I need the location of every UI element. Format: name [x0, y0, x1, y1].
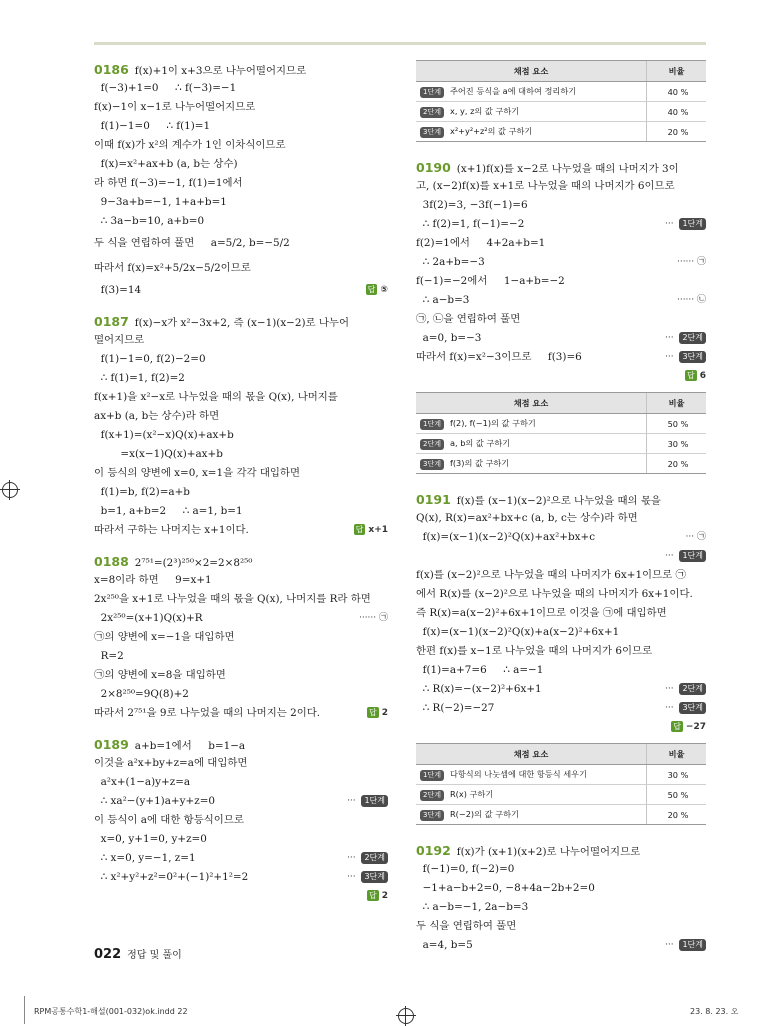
- solution-line: [94, 628, 388, 647]
- line-text: b=1, a+b=2 ∴ a=1, b=1: [94, 505, 243, 517]
- line-text: ㉠의 양변에 x=−1을 대입하면: [94, 631, 235, 643]
- problem-number: 0192: [416, 843, 451, 858]
- line-text: 에서 R(x)를 (x−2)²으로 나누었을 때의 나머지가 6x+1이다.: [416, 588, 693, 600]
- line-text: x=8이라 하면 9=x+1: [94, 574, 212, 586]
- problem-number: 0187: [94, 314, 129, 329]
- final-answer: 6: [699, 371, 706, 381]
- solution-line: [94, 811, 388, 830]
- step-badge: 1단계: [420, 87, 444, 98]
- step-badge: 3단계: [679, 351, 706, 363]
- scoring-table-0189: [416, 60, 706, 142]
- final-answer: −27: [685, 722, 706, 732]
- line-marker: [367, 704, 388, 723]
- line-text: a²x+(1−a)y+z=a: [94, 776, 191, 788]
- table-row: [416, 122, 706, 142]
- solution-line: [416, 348, 706, 367]
- solution-0190: [416, 158, 706, 386]
- line-text: ∴ x=0, y=−1, z=1: [94, 852, 196, 864]
- line-marker: [367, 887, 388, 906]
- solution-line: [94, 521, 388, 540]
- table-row: [416, 102, 706, 122]
- criterion-text: x, y, z의 값 구하기: [449, 105, 520, 116]
- line-text: ∴ xa²−(y+1)a+y+z=0: [94, 795, 216, 807]
- table-cell: [416, 805, 647, 825]
- solution-line: [94, 483, 388, 502]
- line-text: 따라서 f(x)=x²+5/2x−5/2이므로: [94, 262, 251, 274]
- step-badge: 3단계: [420, 459, 444, 470]
- table-row: [416, 82, 706, 102]
- line-text: f(1)−1=0, f(2)−2=0: [94, 353, 206, 365]
- line-text: 2x²⁵⁰=(x+1)Q(x)+R: [94, 612, 203, 624]
- step-badge: 2단계: [420, 790, 444, 801]
- line-marker: ··· 2단계: [665, 329, 706, 348]
- step-badge: 1단계: [420, 419, 444, 430]
- solution-line: [94, 445, 388, 464]
- print-imprint-file: RPM공통수학1-해설(001-032)ok.indd 22: [34, 1007, 188, 1016]
- table-cell: [416, 414, 647, 434]
- line-text: ∴ x²+y²+z²=0²+(−1)²+1²=2: [94, 871, 249, 883]
- line-text: 3f(2)=3, −3f(−1)=6: [416, 199, 528, 211]
- line-text: ㉠의 양변에 x=8을 대입하면: [94, 669, 226, 681]
- ratio-cell: 40 %: [647, 82, 707, 102]
- problem-number: 0191: [416, 492, 451, 507]
- line-text: 고, (x−2)f(x)를 x+1로 나누었을 때의 나머지가 6이므로: [416, 180, 675, 192]
- table-header: 비율: [647, 393, 707, 414]
- final-answer: 2: [381, 708, 388, 718]
- step-badge: 3단계: [679, 702, 706, 714]
- step-badge: 1단계: [420, 770, 444, 781]
- line-text: ∴ R(x)=−(x−2)²+6x+1: [416, 683, 542, 695]
- equation-tag: ······ ㉠: [676, 257, 706, 267]
- solution-line: [416, 547, 706, 566]
- solution-line: [94, 754, 388, 773]
- crop-mark: [24, 996, 25, 1024]
- line-marker: [359, 609, 388, 628]
- solution-line: [94, 117, 388, 136]
- solution-line: [94, 350, 388, 369]
- solution-line: [416, 272, 706, 291]
- solution-line: [94, 647, 388, 666]
- line-text: Q(x), R(x)=ax²+bx+c (a, b, c는 상수)라 하면: [416, 512, 638, 524]
- line-text: 두 식을 연립하여 풀면 a=5/2, b=−5/2: [94, 237, 290, 249]
- solution-line: [94, 388, 388, 407]
- line-text: x=0, y+1=0, y+z=0: [94, 833, 207, 845]
- solution-line: [94, 193, 388, 212]
- table-cell: [416, 454, 647, 474]
- line-text: 따라서 f(x)=x²−3이므로 f(3)=6: [416, 351, 582, 363]
- table-header: 채점 요소: [416, 61, 647, 82]
- line-text: 두 식을 연립하여 풀면: [416, 920, 517, 932]
- ratio-cell: 20 %: [647, 122, 707, 142]
- step-badge: 3단계: [361, 871, 388, 883]
- solution-line: [94, 773, 388, 792]
- solution-line: [94, 212, 388, 231]
- line-text: 따라서 구하는 나머지는 x+1이다.: [94, 524, 249, 536]
- line-text: a=4, b=5: [416, 939, 473, 951]
- line-text: ∴ R(−2)=−27: [416, 702, 495, 714]
- line-text: ∴ 3a−b=10, a+b=0: [94, 215, 205, 227]
- solution-0192: [416, 841, 706, 955]
- criterion-text: R(−2)의 값 구하기: [449, 808, 519, 819]
- line-text: ∴ a−b=−1, 2a−b=3: [416, 901, 529, 913]
- criterion-text: f(2), f(−1)의 값 구하기: [449, 417, 536, 428]
- left-column: [94, 60, 388, 906]
- problem-heading: [94, 552, 388, 571]
- solution-line: [416, 234, 706, 253]
- line-text: f(x+1)=(x²−x)Q(x)+ax+b: [94, 429, 234, 441]
- solution-line: [416, 528, 706, 547]
- solution-line: [416, 291, 706, 310]
- line-text: ax+b (a, b는 상수)라 하면: [94, 410, 220, 422]
- problem-heading: [416, 490, 706, 509]
- line-text: f(3)=14: [94, 284, 142, 296]
- line-text: ㉠, ㉡을 연립하여 풀면: [416, 313, 521, 325]
- line-marker: ··· 1단계: [347, 792, 388, 811]
- solution-line: [416, 585, 706, 604]
- line-text: f(−3)+1=0 ∴ f(−3)=−1: [94, 82, 237, 94]
- ratio-cell: 50 %: [647, 785, 707, 805]
- line-text: f(1)=a+7=6 ∴ a=−1: [416, 664, 544, 676]
- table-cell: [416, 765, 647, 785]
- solution-line: [94, 502, 388, 521]
- registration-mark-icon: [398, 1008, 414, 1024]
- solution-line: [94, 849, 388, 868]
- registration-mark-icon: [2, 482, 18, 498]
- solution-line: [416, 310, 706, 329]
- line-text: f(x)−x가 x²−3x+2, 즉 (x−1)(x−2)로 나누어: [134, 317, 350, 329]
- solution-line: [94, 685, 388, 704]
- solution-line: [416, 509, 706, 528]
- line-text: ∴ 2a+b=−3: [416, 256, 485, 268]
- step-badge: 2단계: [361, 852, 388, 864]
- step-badge: 2단계: [679, 332, 706, 344]
- solution-line: [94, 571, 388, 590]
- solution-line: [94, 281, 388, 300]
- problem-heading: [416, 841, 706, 860]
- solution-line: [416, 879, 706, 898]
- equation-tag: ······ ㉠: [358, 613, 388, 623]
- equation-tag: ······ ㉡: [676, 295, 706, 305]
- ratio-cell: 40 %: [647, 102, 707, 122]
- line-text: =x(x−1)Q(x)+ax+b: [94, 448, 223, 460]
- line-text: 이것을 a²x+by+z=a에 대입하면: [94, 757, 248, 769]
- table-cell: [416, 434, 647, 454]
- solution-line: [416, 642, 706, 661]
- table-cell: [416, 785, 647, 805]
- answer-mark-icon: 답: [369, 891, 377, 900]
- solution-0191: [416, 490, 706, 737]
- solution-line: [94, 426, 388, 445]
- line-marker: [677, 253, 706, 272]
- solution-line: [94, 666, 388, 685]
- solution-line: [94, 464, 388, 483]
- table-row: [416, 765, 706, 785]
- problem-number: 0186: [94, 62, 129, 77]
- line-marker: [677, 291, 706, 310]
- line-text: 2⁷⁵¹=(2³)²⁵⁰×2=2×8²⁵⁰: [134, 557, 253, 569]
- line-marker: ··· 3단계: [665, 348, 706, 367]
- problem-heading: [416, 158, 706, 177]
- table-cell: [416, 122, 647, 142]
- final-answer: x+1: [368, 525, 388, 535]
- solution-line: [94, 174, 388, 193]
- line-marker: ··· 2단계: [347, 849, 388, 868]
- solution-line: [416, 604, 706, 623]
- solution-line: [94, 256, 388, 281]
- line-marker: ··· 1단계: [665, 215, 706, 234]
- solution-line: [94, 98, 388, 117]
- criterion-text: f(3)의 값 구하기: [449, 457, 510, 468]
- solution-line: [416, 566, 706, 585]
- criterion-text: R(x) 구하기: [449, 788, 494, 799]
- table-row: [416, 785, 706, 805]
- ratio-cell: 20 %: [647, 805, 707, 825]
- line-marker: ··· 3단계: [347, 868, 388, 887]
- line-text: 따라서 2⁷⁵¹을 9로 나누었을 때의 나머지는 2이다.: [94, 707, 321, 719]
- step-badge: 1단계: [679, 218, 706, 230]
- solution-line: [94, 704, 388, 723]
- answer-mark-icon: 답: [687, 371, 695, 380]
- step-badge: 2단계: [679, 683, 706, 695]
- answer-mark-icon: 답: [673, 722, 681, 731]
- table-row: [416, 454, 706, 474]
- solution-line: [416, 177, 706, 196]
- solution-line: [416, 329, 706, 348]
- right-column: [416, 60, 706, 955]
- line-text: 라 하면 f(−3)=−1, f(1)=1에서: [94, 177, 243, 189]
- answer-mark-icon: 답: [367, 285, 376, 294]
- table-row: [416, 414, 706, 434]
- line-text: f(x)를 (x−1)(x−2)²으로 나누었을 때의 몫을: [456, 495, 661, 507]
- line-text: f(x)=x²+ax+b (a, b는 상수): [94, 158, 238, 170]
- criterion-text: a, b의 값 구하기: [449, 437, 511, 448]
- problem-number: 0189: [94, 737, 129, 752]
- solution-line: [416, 936, 706, 955]
- line-marker: ··· 2단계: [665, 680, 706, 699]
- solution-line: [94, 887, 388, 906]
- solution-line: [94, 590, 388, 609]
- line-text: a+b=1에서 b=1−a: [134, 740, 246, 752]
- line-text: f(x+1)을 x²−x로 나누었을 때의 몫을 Q(x), 나머지를: [94, 391, 338, 403]
- step-badge: 2단계: [420, 439, 444, 450]
- solution-line: [416, 367, 706, 386]
- step-badge: 3단계: [420, 810, 444, 821]
- line-text: f(x)=(x−1)(x−2)²Q(x)+a(x−2)²+6x+1: [416, 626, 620, 638]
- criterion-text: 주어진 등식을 a에 대하여 정리하기: [449, 85, 577, 96]
- line-text: ∴ f(2)=1, f(−1)=−2: [416, 218, 525, 230]
- line-text: f(x)=(x−1)(x−2)²Q(x)+ax²+bx+c: [416, 531, 596, 543]
- solution-line: [94, 407, 388, 426]
- criterion-text: x²+y²+z²의 값 구하기: [449, 125, 533, 136]
- line-text: f(2)=1에서 4+2a+b=1: [416, 237, 546, 249]
- problem-number: 0188: [94, 554, 129, 569]
- table-row: [416, 434, 706, 454]
- solution-line: [94, 136, 388, 155]
- table-header: 채점 요소: [416, 744, 647, 765]
- solution-line: [416, 680, 706, 699]
- ratio-cell: 20 %: [647, 454, 707, 474]
- criterion-text: 다항식의 나눗셈에 대한 항등식 세우기: [449, 768, 587, 779]
- line-text: 즉 R(x)=a(x−2)²+6x+1이므로 이것을 ㉠에 대입하면: [416, 607, 667, 619]
- line-text: 이 등식이 a에 대한 항등식이므로: [94, 814, 244, 826]
- line-text: ∴ f(1)=1, f(2)=2: [94, 372, 185, 384]
- page-number: 022: [94, 947, 122, 962]
- solution-line: [94, 155, 388, 174]
- solution-line: [416, 917, 706, 936]
- answer-mark-icon: 답: [355, 525, 364, 534]
- scoring-table-0191: [416, 743, 706, 825]
- equation-tag: ··· ㉠: [685, 532, 706, 542]
- line-marker: ··· 1단계: [665, 936, 706, 955]
- problem-heading: [94, 735, 388, 754]
- line-text: f(x)를 (x−2)²으로 나누었을 때의 나머지가 6x+1이므로 ㉠: [416, 569, 686, 581]
- solution-line: [416, 623, 706, 642]
- solution-line: [94, 231, 388, 256]
- line-text: R=2: [94, 650, 124, 662]
- line-marker: [366, 281, 388, 300]
- line-text: f(x)가 (x+1)(x+2)로 나누어떨어지므로: [456, 846, 641, 858]
- solution-line: [94, 792, 388, 811]
- step-badge: 1단계: [361, 795, 388, 807]
- solution-line: [416, 718, 706, 737]
- line-text: f(1)=b, f(2)=a+b: [94, 486, 190, 498]
- line-text: a=0, b=−3: [416, 332, 482, 344]
- solution-line: [416, 215, 706, 234]
- line-text: f(1)−1=0 ∴ f(1)=1: [94, 120, 211, 132]
- line-text: f(−1)=0, f(−2)=0: [416, 863, 515, 875]
- problem-heading: [94, 60, 388, 79]
- solution-line: [94, 868, 388, 887]
- line-text: 이때 f(x)가 x²의 계수가 1인 이차식이므로: [94, 139, 286, 151]
- solution-line: [416, 699, 706, 718]
- solution-line: [94, 369, 388, 388]
- ratio-cell: 30 %: [647, 434, 707, 454]
- solution-line: [416, 196, 706, 215]
- answer-mark-icon: 답: [369, 708, 377, 717]
- line-text: (x+1)f(x)를 x−2로 나누었을 때의 나머지가 3이: [456, 163, 679, 175]
- step-badge: 1단계: [679, 550, 706, 562]
- step-badge: 3단계: [420, 127, 444, 138]
- table-cell: [416, 82, 647, 102]
- print-imprint-date: 23. 8. 23. 오: [690, 1007, 739, 1016]
- solution-line: [94, 609, 388, 628]
- line-marker: [671, 718, 706, 737]
- step-badge: 1단계: [679, 939, 706, 951]
- final-answer: ⑤: [380, 285, 388, 295]
- problem-heading: [94, 312, 388, 331]
- line-text: ∴ a−b=3: [416, 294, 470, 306]
- solution-line: [416, 898, 706, 917]
- line-marker: [354, 521, 388, 540]
- solution-line: [416, 661, 706, 680]
- page-footer: [94, 946, 182, 962]
- line-text: −1+a−b+2=0, −8+4a−2b+2=0: [416, 882, 595, 894]
- line-marker: [686, 528, 706, 547]
- solution-line: [94, 79, 388, 98]
- table-header: 비율: [647, 744, 707, 765]
- final-answer: 2: [381, 891, 388, 901]
- top-rule: [94, 42, 706, 45]
- solution-line: [416, 253, 706, 272]
- line-text: f(x)+1이 x+3으로 나누어떨어지므로: [134, 65, 307, 77]
- line-text: 9−3a+b=−1, 1+a+b=1: [94, 196, 227, 208]
- ratio-cell: 50 %: [647, 414, 707, 434]
- line-text: f(−1)=−2에서 1−a+b=−2: [416, 275, 565, 287]
- problem-number: 0190: [416, 160, 451, 175]
- table-header: 비율: [647, 61, 707, 82]
- step-badge: 2단계: [420, 107, 444, 118]
- ratio-cell: 30 %: [647, 765, 707, 785]
- solution-line: [94, 331, 388, 350]
- solution-line: [94, 830, 388, 849]
- solution-line: [416, 860, 706, 879]
- line-text: 이 등식의 양변에 x=0, x=1을 각각 대입하면: [94, 467, 300, 479]
- table-header: 채점 요소: [416, 393, 647, 414]
- scoring-table-0190: [416, 392, 706, 474]
- line-marker: ··· 3단계: [665, 699, 706, 718]
- line-marker: [685, 367, 706, 386]
- footer-label: 정답 및 풀이: [127, 950, 182, 961]
- line-text: 2x²⁵⁰을 x+1로 나누었을 때의 몫을 Q(x), 나머지를 R라 하면: [94, 593, 371, 605]
- table-row: [416, 805, 706, 825]
- table-cell: [416, 102, 647, 122]
- line-text: 한편 f(x)를 x−1로 나누었을 때의 나머지가 6이므로: [416, 645, 653, 657]
- line-text: f(x)−1이 x−1로 나누어떨어지므로: [94, 101, 256, 113]
- line-text: 떨어지므로: [94, 334, 145, 346]
- line-text: 2×8²⁵⁰=9Q(8)+2: [94, 688, 189, 700]
- line-marker: ··· 1단계: [665, 547, 706, 566]
